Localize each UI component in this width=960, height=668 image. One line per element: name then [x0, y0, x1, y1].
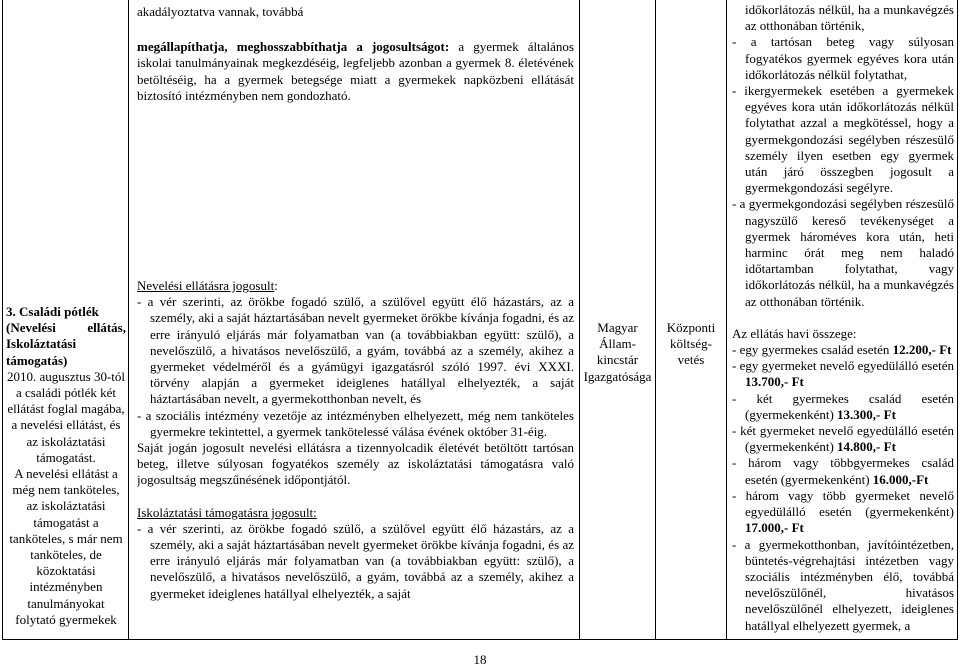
- eligibility-column: [137, 0, 574, 639]
- document-table: [2, 0, 958, 640]
- amount-item: [732, 391, 954, 423]
- text-line: A nevelési ellátást a: [14, 466, 118, 482]
- amount-value: 14.800,- Ft: [837, 439, 896, 455]
- amount-label: - egy gyermeket nevelő egyedülálló esetén: [732, 358, 954, 374]
- benefit-name-column: [6, 0, 126, 639]
- heading-line: 3. Családi pótlék: [6, 304, 99, 319]
- eligibility-item: - a szociális intézmény vezetője az intézményben elhelyezett, még nem tanköteles gyermekre tekintettel, a gyermek tankötelessé válása évének október 31-éig.: [137, 407, 574, 439]
- extension-lead: megállapíthatja, meghosszabbíthatja a jogosultságot:: [137, 39, 450, 55]
- text-line: az iskoláztatási: [26, 433, 106, 449]
- text-line: Központi: [666, 320, 716, 335]
- amount-item: - a gyermekotthonban, javítóintézetben, büntetés-végrehajtási intézetben vagy szociális intézményben élő, továbbá nevelőszülőnél, hivatásos nevelőszülőnél elhelyezett, ideiglenes hatállyal elhelyezett gyermek, a: [732, 536, 954, 633]
- text-line: Állam-: [599, 336, 636, 352]
- amount-value: 12.200,- Ft: [892, 342, 952, 358]
- table-border-left: [2, 0, 3, 640]
- disbursing-authority-column: [580, 0, 655, 639]
- amount-value: 13.700,- Ft: [745, 374, 804, 390]
- text-line: 2010. augusztus 30-tól: [6, 368, 126, 384]
- section-title-colon: :: [274, 278, 278, 294]
- continuation-line: akadályoztatva vannak, továbbá: [137, 4, 304, 19]
- amount-item: [732, 488, 954, 537]
- amount-item: [732, 358, 954, 390]
- table-border-bottom: [2, 639, 958, 640]
- amount-label: - egy gyermekes család esetén: [732, 342, 893, 358]
- extension-text: a gyermek általános iskolai tanulmányainak megkezdéséig, legfeljebb azonban a gyermek 8. életévének betöltéséig, ha a gyermek betegsége miatt a gyermekek napközbeni ellátását biztosító intézményben nem gondozható.: [137, 39, 574, 103]
- text-line: ellátást foglal magába,: [7, 401, 125, 417]
- heading-line: támogatás): [6, 352, 68, 368]
- amount-label: - három vagy több gyermeket nevelő egyedülálló esetén (gyermekenként): [732, 487, 954, 520]
- condition-item: - a tartósan beteg vagy súlyosan fogyatékos gyermek egyéves kora után időkorlátozás nélkül folytathat,: [732, 34, 954, 82]
- text-line: az iskoláztatási: [26, 498, 106, 514]
- amount-value: 17.000,- Ft: [745, 520, 804, 536]
- text-line: Magyar: [597, 320, 638, 335]
- text-line: a családi pótlék két: [16, 385, 116, 401]
- text-line: közoktatási: [36, 563, 96, 579]
- nevelesi-section: [137, 278, 574, 489]
- text-line: tanköteles, s már nem: [9, 530, 123, 546]
- text-line: támogatást.: [36, 449, 96, 465]
- own-right-paragraph: Saját jogán jogosult nevelési ellátásra a tizennyolcadik életévét betöltött tartósan beteg, illetve súlyosan fogyatékos személy az iskoláztatási támogatásra való jogosultság megszűnésének időpontjától.: [137, 440, 574, 488]
- table-border-right: [957, 0, 958, 640]
- amount-column: [732, 0, 954, 639]
- text-line: tanulmányokat: [27, 595, 105, 611]
- text-line: még nem tanköteles,: [12, 482, 120, 498]
- amount-title: Az ellátás havi összege:: [732, 325, 857, 341]
- column-divider: [726, 0, 727, 640]
- amount-label: - két gyermekes család esetén (gyermekenként): [732, 390, 954, 422]
- section-title: [137, 278, 574, 294]
- section-title-text: Nevelési ellátásra jogosult: [137, 278, 275, 294]
- amount-label: - három vagy többgyermekes család esetén (gyermekenként): [732, 455, 954, 487]
- text-line: folytató gyermekek: [15, 611, 117, 627]
- condition-item: időkorlátozás nélkül, ha a munkavégzés az otthonában történik,: [745, 2, 954, 34]
- benefit-description: [6, 369, 126, 628]
- amount-label: - két gyermeket nevelő egyedülálló esetén (gyermekenként): [732, 423, 954, 455]
- text-line: támogatást a: [33, 514, 99, 530]
- condition-item: - ikergyermekek esetében a gyermekek egyéves kora után időkorlátozás nélkül folytathat azzal a megkötéssel, hogy a gyermekgondozási segélyben részesülő személy ilyen esetben egy gyermek után járó összegben jogosult a gyermekgondozási segélyre.: [732, 83, 954, 196]
- text-line: kincstár: [596, 352, 639, 368]
- text-line: Igazgatósága: [583, 368, 652, 384]
- heading-line: Iskoláztatási: [6, 336, 77, 352]
- text-line: tanköteles, de: [30, 547, 102, 563]
- extension-paragraph: [137, 39, 574, 104]
- amount-item: [732, 455, 954, 487]
- section-title: Iskoláztatási támogatásra jogosult:: [137, 504, 317, 520]
- benefit-heading: [6, 304, 126, 369]
- text-line: a nevelési ellátást, és: [11, 417, 121, 433]
- page-number: 18: [473, 652, 487, 667]
- eligibility-item: - a vér szerinti, az örökbe fogadó szülő, a szülővel együtt élő házastárs, az a személy, aki a saját háztartásában nevelt gyermeket örökbe kívánja fogadni, és az erre irányuló eljárás már folyamatban van (a továbbiakban együtt: szülő), a nevelőszülő, a hivatásos nevelőszülő, a gyám, továbbá az a személy, akihez a gyermeket védelméről és a gyámügyi igazgatásról szóló 1997. évi XXXI. törvény alapján a gyermeket ideiglenes hatállyal elhelyezték, a saját háztartásában nevelt, a gyermekotthonban nevelt, és: [137, 294, 574, 407]
- funding-source-column: [656, 0, 726, 639]
- amount-item: [732, 342, 954, 358]
- text-line: költség-: [670, 336, 712, 352]
- amount-value: 16.000,-Ft: [872, 471, 929, 487]
- text-line: vetés: [677, 352, 705, 368]
- heading-line: (Nevelési ellátás,: [6, 320, 126, 336]
- amount-value: 13.300,- Ft: [837, 406, 896, 422]
- text-line: intézményben: [29, 579, 103, 595]
- amount-item: [732, 423, 954, 455]
- condition-item: - a gyermekgondozási segélyben részesülő nagyszülő kereső tevékenységet a gyermek hároméves kora után, heti harminc órát meg nem haladó időtartamban folytathat, vagy időkorlátozás nélkül, ha a munkavégzés az otthonában történik.: [732, 196, 954, 309]
- iskoláztatási-section: [137, 505, 574, 602]
- eligibility-item: - a vér szerinti, az örökbe fogadó szülő, a szülővel együtt élő házastárs, az a személy, aki a saját háztartásában nevelt gyermeket örökbe kívánja fogadni, és az erre irányuló eljárás már folyamatban van (a továbbiakban együtt: szülő), a nevelőszülő, a hivatásos nevelőszülő, a gyám, továbbá az a személy, akihez a gyermeket ideiglenes hatállyal elhelyezték, a saját: [137, 520, 574, 601]
- column-divider: [128, 0, 129, 640]
